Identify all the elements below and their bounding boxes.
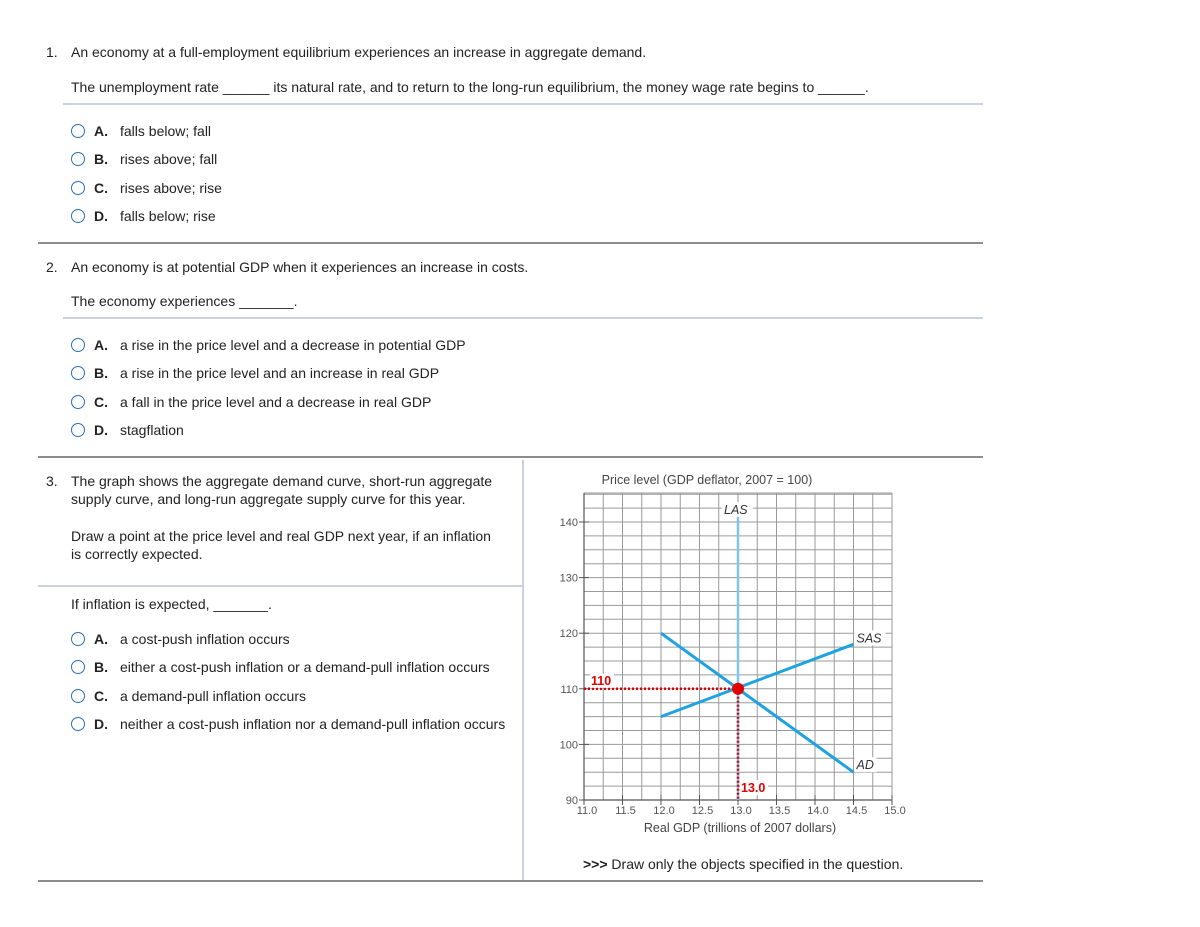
option-letter: B. (94, 151, 108, 167)
option-letter: D. (94, 716, 108, 732)
y-tick-label: 120 (559, 628, 578, 641)
radio-button[interactable] (71, 717, 85, 731)
x-tick-label: 12.5 (691, 805, 714, 817)
price-value-label: 110 (591, 673, 612, 688)
y-tick-label: 90 (565, 795, 578, 807)
question-prompt (71, 596, 272, 612)
option-letter: B. (94, 365, 108, 381)
note-prefix: >>> (583, 856, 608, 872)
option-letter: C. (94, 180, 108, 196)
las-label: LAS (724, 503, 748, 517)
question-text: An economy is at potential GDP when it experiences an increase in costs. (71, 259, 529, 275)
prompt-text: . (293, 293, 298, 309)
x-tick-label: 14.5 (845, 805, 868, 817)
answer-blank-1: ______ (222, 79, 270, 95)
equilibrium-point (732, 683, 744, 695)
option-text: either a cost-push inflation or a demand-pull inflation occurs (120, 659, 490, 675)
question-text-line-2: supply curve, and long-run aggregate supply curve for this year. (71, 491, 466, 507)
x-tick-label: 13.5 (768, 805, 791, 817)
option-text: rises above; rise (120, 180, 222, 196)
x-tick-label: 15.0 (884, 805, 906, 817)
option-d[interactable] (71, 715, 522, 733)
question-3 (38, 0, 522, 890)
option-text: falls below; rise (120, 208, 216, 224)
answer-blank: _______ (239, 293, 294, 309)
option-letter: A. (94, 337, 108, 353)
x-tick-label: 12.0 (653, 805, 675, 817)
question-number: 2. (46, 259, 58, 275)
x-tick-label: 11.5 (615, 805, 636, 817)
prompt-text: its natural rate, and to return to the long-run equilibrium, the money wage rate begins to (269, 79, 819, 95)
bottom-separator (38, 880, 983, 882)
option-letter: B. (94, 659, 108, 675)
option-text: rises above; fall (120, 151, 218, 167)
option-letter: A. (94, 631, 108, 647)
prompt-text: . (267, 596, 272, 612)
y-axis-title: Price level (GDP deflator, 2007 = 100) (601, 473, 813, 487)
note-text: Draw only the objects specified in the question. (607, 856, 904, 872)
answer-blank-2: ______ (818, 79, 865, 95)
question-text-line-1: The graph shows the aggregate demand curve, short-run aggregate (71, 473, 493, 489)
prompt-text: . (864, 79, 869, 95)
option-text: a fall in the price level and a decrease in real GDP (120, 394, 432, 410)
option-text: neither a cost-push inflation nor a demand-pull inflation occurs (120, 716, 506, 732)
option-text: a demand-pull inflation occurs (120, 688, 306, 704)
option-letter: A. (94, 123, 108, 139)
option-b[interactable] (71, 658, 490, 676)
gdp-value-label: 13.0 (741, 781, 766, 795)
option-text: stagflation (120, 422, 184, 438)
y-tick-label: 100 (559, 739, 578, 752)
x-axis-title: Real GDP (trillions of 2007 dollars) (643, 821, 837, 835)
option-letter: D. (94, 422, 108, 438)
option-letter: D. (94, 208, 108, 224)
x-tick-label: 11.0 (576, 805, 598, 817)
prompt-text: If inflation is expected, (71, 596, 214, 612)
ad-label: AD (856, 758, 874, 773)
aggregate-supply-demand-graph[interactable] (524, 460, 980, 880)
option-text: a rise in the price level and a decrease in potential GDP (120, 337, 466, 353)
option-text: falls below; fall (120, 123, 212, 139)
x-tick-label: 13.0 (730, 805, 752, 817)
y-tick-label: 130 (559, 572, 578, 585)
sas-label: SAS (856, 631, 882, 646)
x-tick-label: 14.0 (807, 805, 829, 817)
option-text: a cost-push inflation occurs (120, 631, 290, 647)
prompt-divider (38, 585, 522, 587)
prompt-text: The unemployment rate (71, 79, 223, 95)
question-number: 3. (46, 473, 58, 489)
question-number: 1. (46, 44, 58, 60)
instruction-line-2: is correctly expected. (71, 546, 203, 562)
prompt-text: The economy experiences (71, 293, 240, 309)
radio-button[interactable] (71, 689, 85, 703)
option-a[interactable] (71, 630, 290, 648)
option-letter: C. (94, 688, 108, 704)
draw-instruction-note (583, 856, 903, 872)
radio-button[interactable] (71, 660, 85, 674)
option-text: a rise in the price level and an increase in real GDP (120, 365, 440, 381)
y-tick-label: 140 (559, 517, 578, 529)
instruction-line-1: Draw a point at the price level and real GDP next year, if an inflation (71, 528, 491, 544)
option-c[interactable] (71, 687, 306, 705)
answer-blank: _______ (213, 596, 268, 612)
question-text: An economy at a full-employment equilibrium experiences an increase in aggregate demand. (71, 44, 647, 60)
radio-button[interactable] (71, 632, 85, 646)
y-tick-label: 110 (560, 683, 578, 696)
option-letter: C. (94, 394, 108, 410)
